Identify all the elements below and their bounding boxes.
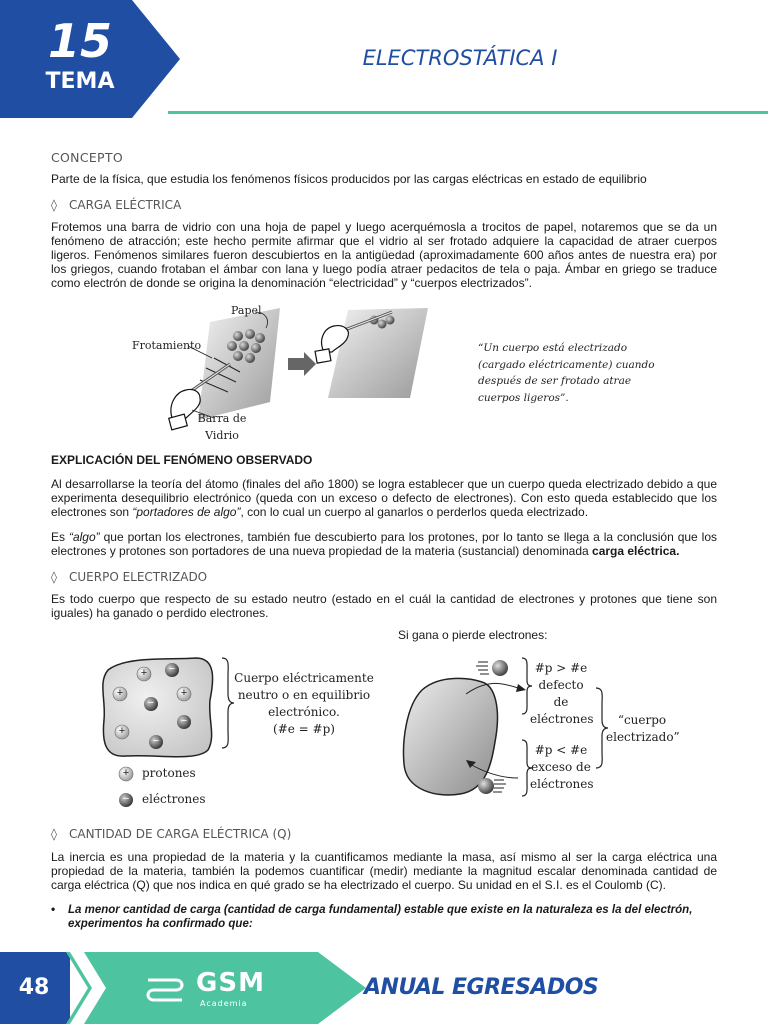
rubbing-figure bbox=[120, 300, 450, 450]
chapter-number: 15 bbox=[47, 14, 112, 68]
defect-label: #p > #e defecto de eléctrones bbox=[530, 661, 594, 726]
electrized-label: “cuerpo electrizado” bbox=[606, 713, 680, 744]
proton-sign: + bbox=[116, 687, 124, 699]
proton-sign: + bbox=[140, 667, 148, 679]
brand-name: GSM bbox=[196, 968, 265, 998]
label-frotamiento: Frotamiento bbox=[132, 339, 202, 352]
header-rule bbox=[168, 111, 768, 114]
heading-explicacion: EXPLICACIÓN DEL FENÓMENO OBSERVADO bbox=[51, 453, 313, 467]
electron-sign: − bbox=[180, 715, 188, 727]
section-heading-concepto: CONCEPTO bbox=[51, 150, 123, 165]
chapter-label: TEMA bbox=[45, 69, 115, 94]
subheading-carga-electrica: ◊ CARGA ELÉCTRICA bbox=[51, 198, 182, 212]
page-number: 48 bbox=[18, 975, 50, 1000]
cuerpo-electrizado-text: Es todo cuerpo que respecto de su estado neutro (estado en el cuál la cantidad de electrones y protones que tiene son iguales) ha ganado o perdido electrones. bbox=[51, 592, 717, 620]
explicacion-p1: Al desarrollarse la teoría del átomo (finales del año 1800) se logra establecer que un cuerpo queda electrizado debido a que experimenta desequilibrio electrónico (queda con un exceso o defecto de electrones). Con esto queda establecido que los electrones son “portadores de algo”, con lo cual un cuerpo al ganarlos o perderlos queda electrizado. bbox=[51, 477, 717, 519]
cantidad-text: La inercia es una propiedad de la materia y la cuantificamos mediante la masa, así mismo al ser la carga eléctrica una propiedad de la materia, también la podemos cuantificar (medir) mediante la magnitud escalar denominada cantidad de carga eléctrica (Q) que nos indica en qué grado se ha electrizado el cuerpo. Su unidad en el S.I. es el Coulomb (C). bbox=[51, 850, 717, 892]
label-barra: Barra de bbox=[197, 412, 247, 425]
bullet-icon: • bbox=[51, 902, 56, 916]
legend-proton-sign: + bbox=[122, 767, 130, 779]
carga-electrica-text: Frotemos una barra de vidrio con una hoja de papel y luego acerquémosla a trocitos de papel, notaremos que se da un fenómeno de atracción; este hecho permite afirmar que el vidrio al ser frotado adquiere la capacidad de atraer cuerpos ligeros. Fenómenos similares fueron descubiertos en la antigüedad (aproximadamente 600 años antes de nuestra era) por los griegos, cuando frotaban el ámbar con lana y luego podía atraer pedacitos de tela o paja. Ámbar en griego se traduce como electrón de donde se origina la denominación “electricidad” y “cuerpos electrizados”. bbox=[51, 220, 717, 290]
process-arrow bbox=[288, 352, 316, 376]
neutral-body-label: Cuerpo eléctricamente neutro o en equilibrio electrónico. (#e = #p) bbox=[234, 671, 374, 736]
hand-left bbox=[171, 389, 200, 418]
course-name: ANUAL EGRESADOS bbox=[364, 975, 599, 1000]
brand-sub: Academia bbox=[200, 999, 248, 1008]
cantidad-bullet: La menor cantidad de carga (cantidad de carga fundamental) estable que existe en la naturaleza es la del electrón, experimentos ha confirmado que: bbox=[68, 904, 693, 930]
proton-sign: + bbox=[180, 687, 188, 699]
subheading-cantidad-carga: ◊ CANTIDAD DE CARGA ELÉCTRICA (Q) bbox=[51, 827, 292, 841]
legend-electron-sign: − bbox=[122, 793, 130, 805]
subheading-cuerpo-electrizado: ◊ CUERPO ELECTRIZADO bbox=[51, 570, 208, 584]
excess-label: #p < #e exceso de eléctrones bbox=[530, 743, 594, 791]
label-vidrio: Vidrio bbox=[205, 429, 239, 442]
electron-sign: − bbox=[168, 663, 176, 675]
page-title: ELECTROSTÁTICA I bbox=[362, 46, 558, 70]
electron-sign: − bbox=[147, 697, 155, 709]
charged-body bbox=[404, 678, 498, 795]
diamond-icon: ◊ bbox=[51, 570, 57, 584]
proton-sign: + bbox=[118, 725, 126, 737]
diamond-icon: ◊ bbox=[51, 198, 57, 212]
figure1-note: “Un cuerpo está electrizado (cargado eléctricamente) cuando después de ser frotado atrae cuerpos ligeros”. bbox=[478, 342, 655, 404]
label-papel: Papel bbox=[231, 304, 262, 317]
electron-sign: − bbox=[152, 735, 160, 747]
diamond-icon: ◊ bbox=[51, 827, 57, 841]
explicacion-p2: Es “algo” que portan los electrones, también fue descubierto para los protones, por lo tanto se llega a la conclusión que los electrones y protones son portadores de una nueva propiedad de la materia (sustancial) denominada carga eléctrica. bbox=[51, 530, 718, 558]
paper-sheet-left bbox=[198, 308, 280, 420]
legend-electrons: eléctrones bbox=[142, 792, 206, 806]
legend-protons: protones bbox=[142, 766, 196, 780]
figure2-caption: Si gana o pierde electrones: bbox=[398, 628, 548, 642]
concepto-text: Parte de la física, que estudia los fenómenos físicos producidos por las cargas eléctricas en estado de equilibrio bbox=[51, 172, 647, 186]
